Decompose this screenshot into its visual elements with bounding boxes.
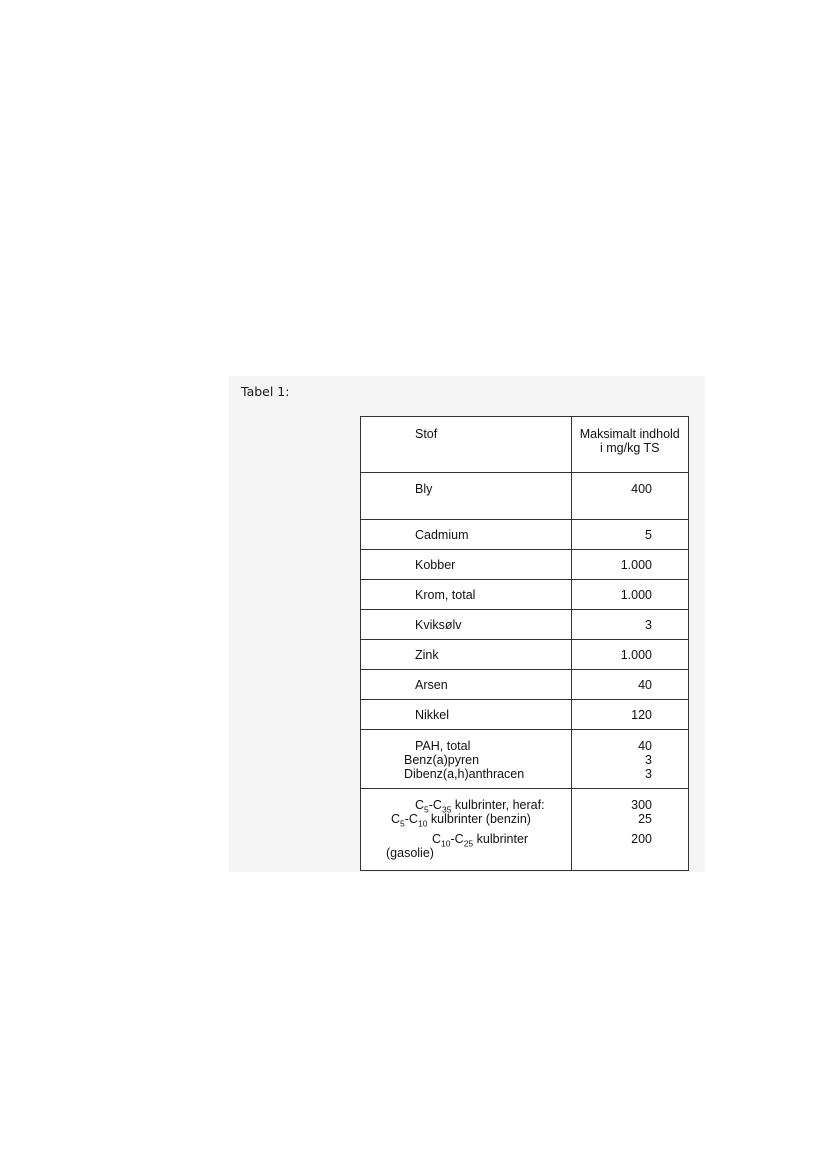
row-stof: Kobber	[415, 558, 456, 572]
table-row	[361, 473, 689, 520]
pah-benzapyren: Benz(a)pyren	[404, 753, 480, 767]
row-stof: Zink	[415, 648, 439, 662]
table-header-row	[361, 417, 689, 473]
row-value: 3	[645, 618, 652, 632]
row-stof: Bly	[415, 482, 433, 496]
row-value: 1.000	[620, 648, 652, 662]
kulbrinter-c10-c25: $C_{10}-C_{25}$ kulbrinter	[432, 832, 529, 849]
pah-total: PAH, total	[415, 739, 471, 753]
header-max-line1: Maksimalt indhold	[579, 427, 680, 441]
header-max-line2: i mg/kg TS	[599, 441, 660, 455]
row-stof: Nikkel	[415, 708, 450, 722]
row-value: 1.000	[620, 588, 652, 602]
row-value: 1.000	[620, 558, 652, 572]
pah-dibenzanthracen-value: 3	[645, 767, 652, 781]
table-row	[361, 610, 689, 640]
pah-total-value: 40	[638, 739, 652, 753]
row-value: 40	[638, 678, 652, 692]
table-row-pah	[361, 730, 689, 789]
table-row	[361, 640, 689, 670]
row-value: 120	[631, 708, 652, 722]
table-row	[361, 700, 689, 730]
kulbrinter-gasolie: (gasolie)	[386, 846, 434, 860]
row-stof: Krom, total	[415, 588, 476, 602]
kulbrinter-c5-c10-value: 25	[638, 812, 652, 826]
kulbrinter-c10-c25-value: 200	[631, 832, 652, 846]
table-row	[361, 520, 689, 550]
header-stof: Stof	[415, 427, 438, 441]
table-row	[361, 550, 689, 580]
kulbrinter-c5-c35-value: 300	[631, 798, 652, 812]
row-stof: Kviksølv	[415, 618, 462, 632]
limit-values-table	[360, 416, 689, 871]
table-caption: Tabel 1:	[241, 384, 290, 399]
header-stof-cell	[361, 417, 572, 473]
row-value: 400	[631, 482, 652, 496]
kulbrinter-c5-c35: $C_5-C_{35}$ kulbrinter, heraf:	[415, 798, 545, 815]
row-stof: Arsen	[415, 678, 448, 692]
kulbrinter-c5-c10: $C_5-C_{10}$ kulbrinter (benzin)	[391, 812, 531, 829]
row-stof: Cadmium	[415, 528, 469, 542]
pah-dibenzanthracen: Dibenz(a,h)anthracen	[404, 767, 525, 781]
table-row	[361, 580, 689, 610]
row-value: 5	[645, 528, 652, 542]
header-max-cell	[571, 417, 689, 473]
pah-benzapyren-value: 3	[645, 753, 652, 767]
table-row-kulbrinter	[361, 789, 689, 871]
table-row	[361, 670, 689, 700]
